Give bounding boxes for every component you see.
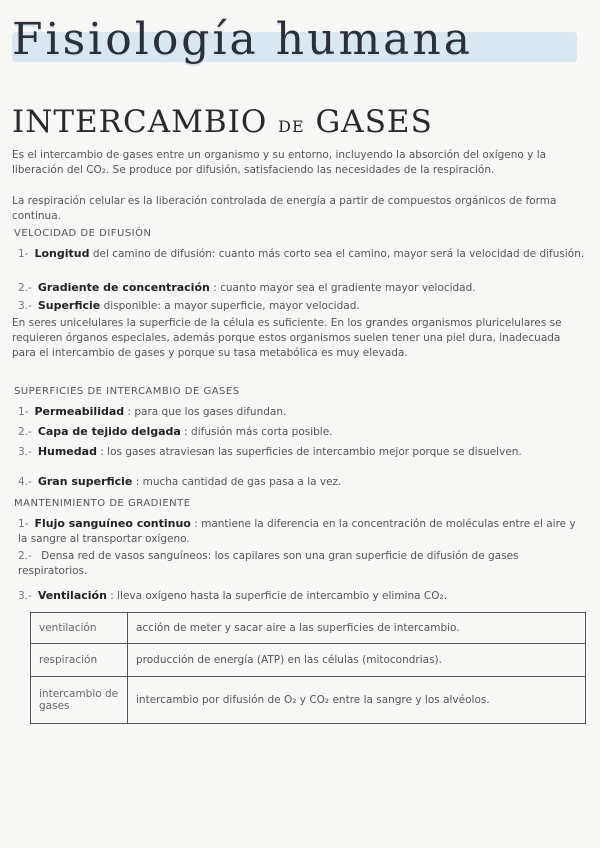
superficies-heading: SUPERFICIES DE INTERCAMBIO DE GASES — [14, 386, 240, 397]
table-row — [31, 677, 586, 724]
table-cell-definition: producción de energía (ATP) en las células (mitocondrias). — [128, 644, 586, 677]
definitions-table — [30, 612, 586, 724]
list-item: 3.- Superficie disponible: a mayor superficie, mayor velocidad. — [18, 299, 360, 312]
organisms-paragraph: En seres unicelulares la superficie de la célula es suficiente. En los grandes organismos pluricelulares se requieren órganos especiales, además porque estos organismos suelen tener una piel dura, inadecuada para el intercambio de gases y porque su tasa metabólica es muy elevada. — [12, 317, 562, 359]
table-cell-term: ventilación — [31, 613, 128, 644]
list-item: 2.- Gradiente de concentración : cuanto mayor sea el gradiente mayor velocidad. — [18, 281, 476, 294]
list-item: 3.- Ventilación : lleva oxígeno hasta la superficie de intercambio y elimina CO₂. — [18, 589, 448, 602]
subtitle-main: INTERCAMBIO — [12, 104, 268, 140]
list-item: 1- Longitud del camino de difusión: cuanto más corto sea el camino, mayor será la velocidad de difusión. — [18, 247, 585, 260]
table-cell-term: respiración — [31, 644, 128, 677]
list-item: 2.- Capa de tejido delgada : difusión más corta posible. — [18, 425, 333, 438]
list-item: 4.- Gran superficie : mucha cantidad de gas pasa a la vez. — [18, 475, 342, 488]
table-row — [31, 613, 586, 644]
page-title — [12, 14, 592, 65]
velocidad-heading: VELOCIDAD DE DIFUSIÓN — [14, 228, 152, 239]
table-cell-definition: acción de meter y sacar aire a las superficies de intercambio. — [128, 613, 586, 644]
list-item: 1- Flujo sanguíneo continuo : mantiene la diferencia en la concentración de moléculas entre el aire y la sangre al transportar oxígeno. — [18, 517, 576, 545]
subtitle-de: DE — [278, 117, 305, 136]
list-item: 2.- Densa red de vasos sanguíneos: los capilares son una gran superficie de difusión de gases respiratorios. — [18, 550, 519, 577]
section-title — [12, 104, 433, 140]
intro-paragraph: Es el intercambio de gases entre un organismo y su entorno, incluyendo la absorción del oxígeno y la liberación del CO₂. Se produce por difusión, satisfaciendo las necesidades de la respiración. — [12, 149, 547, 176]
list-item: 1- Permeabilidad : para que los gases difundan. — [18, 405, 287, 418]
table-cell-term: intercambio de gases — [31, 677, 128, 724]
mantenimiento-heading: MANTENIMIENTO DE GRADIENTE — [14, 498, 191, 509]
table-row — [31, 644, 586, 677]
page-title-text: Fisiología humana — [12, 14, 473, 65]
list-item: 3.- Humedad : los gases atraviesan las superficies de intercambio mejor porque se disuelven. — [18, 445, 522, 458]
subtitle-end: GASES — [315, 104, 433, 140]
table-cell-definition: intercambio por difusión de O₂ y CO₂ entre la sangre y los alvéolos. — [128, 677, 586, 724]
respiration-paragraph: La respiración celular es la liberación controlada de energía a partir de compuestos orgánicos de forma continua. — [12, 195, 557, 222]
